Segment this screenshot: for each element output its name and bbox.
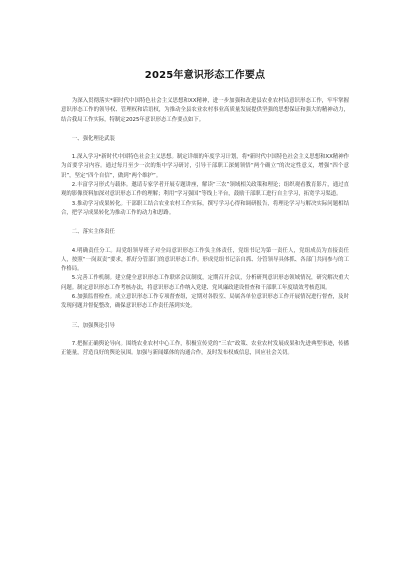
paragraph: 2.丰富学习形式与载体。邀请专家学者开展专题讲座，解读“三农”领域相关政策和理论；组织观看教育影片，通过直观的影像资料加深对意识形态工作的理解；利用“学习强国”等线上平台，鼓励干部职工进行自主学习，拓宽学习渠道。: [61, 182, 349, 198]
paragraph: 3.推动学习成果转化。干部职工结合农业农村工作实际，撰写学习心得和调研报告，将理论学习与解决实际问题相结合，把学习成果转化为推动工作的动力和思路。: [61, 200, 349, 216]
paragraph: 4.明确责任分工。局党组领导班子对全局意识形态工作负主体责任，党组书记为第一责任人，党组成员为直接责任人，按照“一岗双责”要求，抓好分管部门的意识形态工作。形成党组书记亲自抓、分管领导具体抓、各部门共同参与的工作格局。: [61, 247, 349, 273]
section-heading-responsibility: 二、落实主体责任: [71, 229, 115, 236]
paragraph: 7.把握正确舆论导向。围绕农业农村中心工作，积极宣传党的“三农”政策、农业农村发展成果和先进典型事迹，传播正能量，营造良好的舆论氛围。加强与新闻媒体的沟通合作，及时发布权威信息，回应社会关切。: [61, 340, 349, 357]
section-heading-public-opinion: 三、加强舆论引导: [71, 322, 115, 329]
paragraph: 6.加强监督检查。成立意识形态工作专项督查组，定期对各股室、局属各单位意识形态工作开展情况进行督查，及时发现问题并督促整改，确保意识形态工作责任落到实处。: [61, 294, 349, 310]
section-heading-theory: 一、强化理论武装: [71, 135, 115, 142]
paragraph: 1.深入学习*新时代中国特色社会主义思想。制定详细的年度学习计划，将*新时代中国特色社会主义思想和XX精神作为首要学习内容。通过每月至少一次的集中学习研讨，引导干部职工深刻领悟“两个确立”的决定性意义，增强“四个意识”，坚定“四个自信”，做到“两个维护”。: [61, 154, 349, 179]
intro-paragraph: 为深入贯彻落实*新时代中国特色社会主义思想和XX精神，进一步加强和改进县农业农村局意识形态工作，牢牢掌握意识形态工作的领导权、管理权和话语权，为推动全县农业农村事业高质量发展提供坚强的思想保证和强大的精神动力，结合我局工作实际，特制定2025年意识形态工作要点如下。: [61, 98, 349, 123]
paragraph: 5.完善工作机制。建立健全意识形态工作联席会议制度，定期召开会议，分析研判意识形态领域情况，研究解决重大问题。制定意识形态工作考核办法，将意识形态工作纳入党建、党风廉政建设督查和干部职工年度绩效考核范围。: [61, 275, 349, 291]
document-title: 2025年意识形态工作要点: [144, 70, 266, 81]
document-body: [61, 97, 349, 359]
